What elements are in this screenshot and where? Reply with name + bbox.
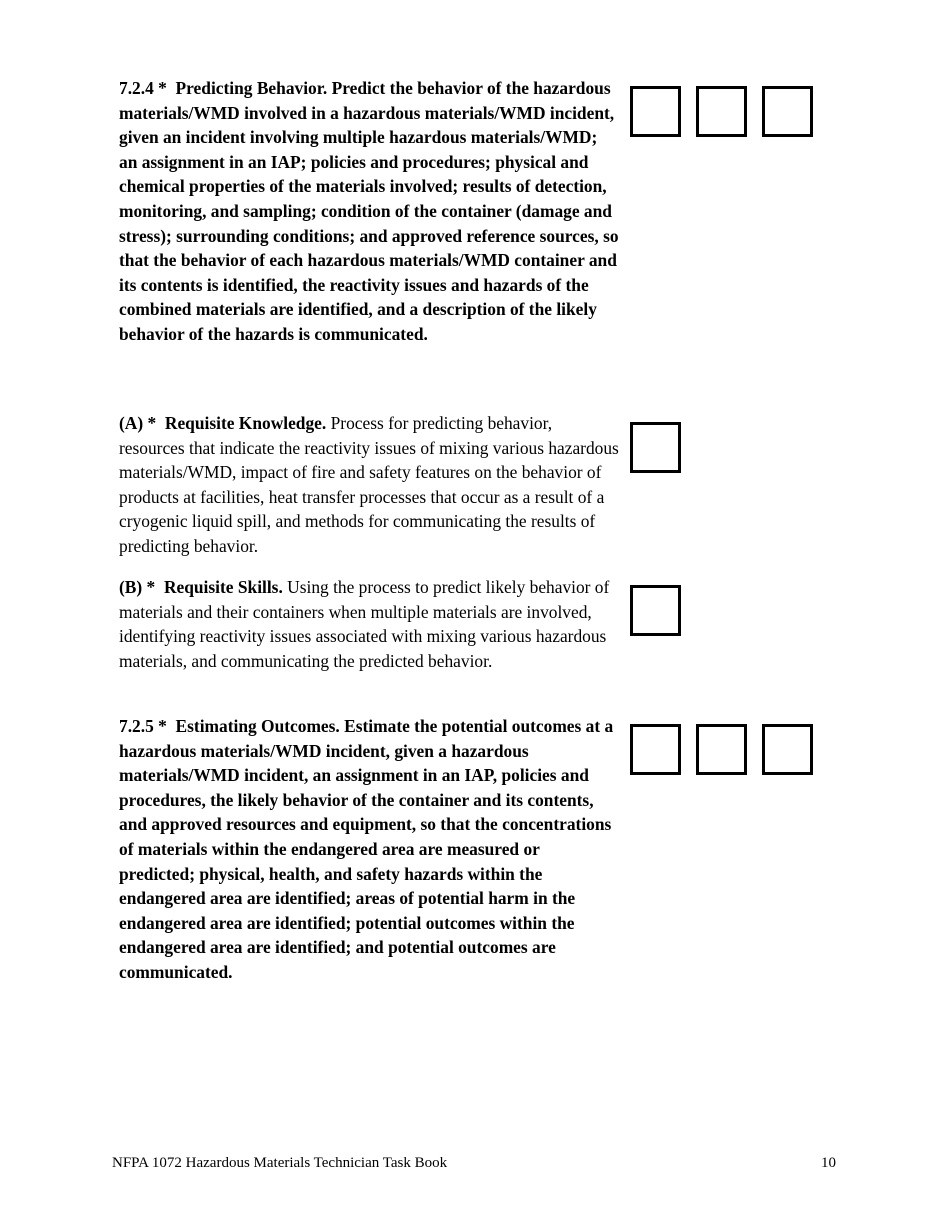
section-body: Process for predicting behavior, resources that indicate the reactivity issues of mixing various hazardous materials/WMD, impact of fire and safety features on the behavior of products at facilities, heat transfer processes that occur as a result of a cryogenic liquid spill, and methods for communicating the results of predicting behavior. [119,413,619,556]
section-number: 7.2.4 * [119,78,167,98]
signoff-boxes-7-2-4-b [630,585,681,636]
signoff-checkbox[interactable] [630,724,681,775]
section-body: Predict the behavior of the hazardous materials/WMD involved in a hazardous materials/WMD incident, given an incident involving multiple hazardous materials/WMD; an assignment in an IAP; policies and procedures; physical and chemical properties of the materials involved; results of detection, monitoring, and sampling; condition of the container (damage and stress); surrounding conditions; and approved reference sources, so that the behavior of each hazardous materials/WMD container and its contents is identified, the reactivity issues and hazards of the combined materials are identified, and a description of the likely behavior of the hazards is communicated. [119,78,619,344]
signoff-boxes-7-2-4-a [630,422,681,473]
signoff-checkbox[interactable] [630,422,681,473]
section-body: Using the process to predict likely behavior of materials and their containers when multiple materials are involved, identifying reactivity issues associated with mixing various hazardous materials, and communicating the predicted behavior. [119,577,610,671]
section-number: 7.2.5 * [119,716,167,736]
signoff-boxes-7-2-4 [630,86,813,137]
section-title: Predicting Behavior. [175,78,328,98]
section-body: Estimate the potential outcomes at a hazardous materials/WMD incident, given a hazardous materials/WMD incident, an assignment in an IAP, policies and procedures, the likely behavior of the container and its contents, and approved resources and equipment, so that the concentrations of materials within the endangered area are measured or predicted; physical, health, and safety hazards within the endangered area are identified; areas of potential harm in the endangered area are identified; potential outcomes within the endangered area are identified; and potential outcomes are communicated. [119,716,614,982]
section-number: (A) * [119,413,157,433]
section-title: Requisite Knowledge. [164,413,327,433]
page-number: 10 [821,1155,836,1171]
signoff-checkbox[interactable] [762,724,813,775]
section-7-2-5 [119,714,619,985]
signoff-checkbox[interactable] [630,86,681,137]
footer-title: NFPA 1072 Hazardous Materials Technician Task Book [112,1155,448,1171]
section-number: (B) * [119,577,156,597]
signoff-checkbox[interactable] [696,724,747,775]
section-7-2-4 [119,76,619,347]
signoff-checkbox[interactable] [762,86,813,137]
section-title: Requisite Skills. [163,577,283,597]
signoff-boxes-7-2-5 [630,724,813,775]
signoff-checkbox[interactable] [696,86,747,137]
signoff-checkbox[interactable] [630,585,681,636]
section-7-2-4-a [119,411,619,559]
section-title: Estimating Outcomes. [175,716,340,736]
section-7-2-4-b [119,575,619,673]
